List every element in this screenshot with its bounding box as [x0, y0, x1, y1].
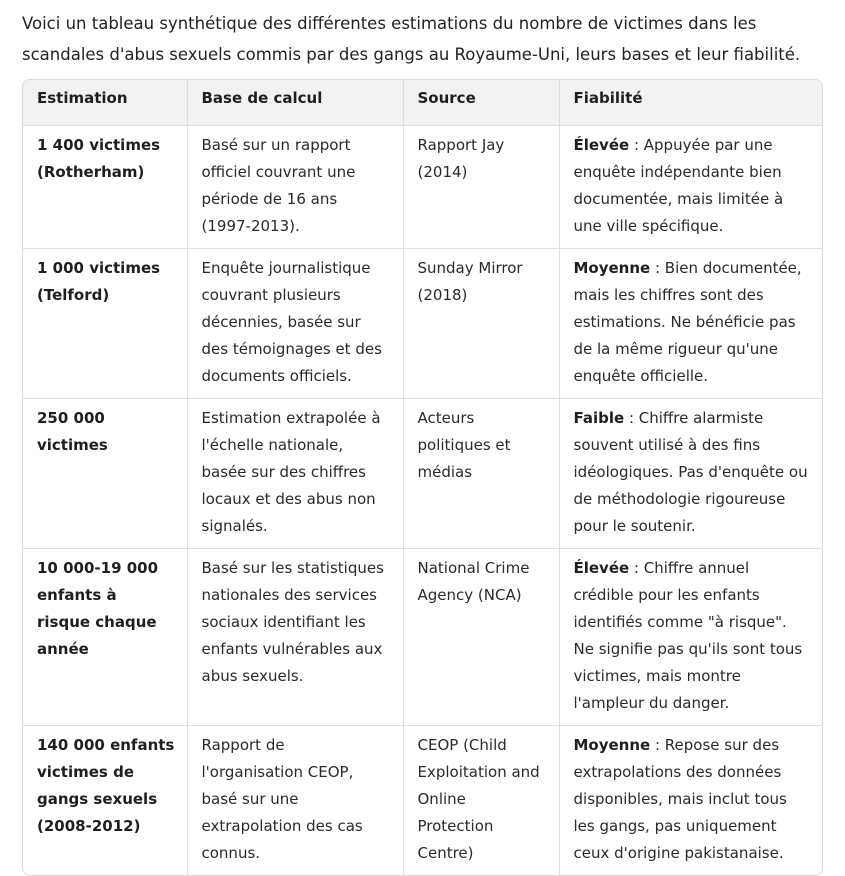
estimates-table	[23, 80, 822, 875]
cell-reliability	[559, 399, 822, 549]
reliability-text: : Appuyée par une enquête indépendante bien documentée, mais limitée à une ville spécifique.	[573, 136, 784, 235]
cell-estimation: 10 000-19 000 enfants à risque chaque année	[23, 549, 187, 726]
cell-reliability	[559, 249, 822, 399]
table-row	[23, 249, 822, 399]
table-row	[23, 549, 822, 726]
table-row	[23, 126, 822, 249]
cell-source: CEOP (Child Exploitation and Online Protection Centre)	[403, 726, 559, 876]
header-reliability: Fiabilité	[559, 80, 822, 126]
cell-base: Rapport de l'organisation CEOP, basé sur une extrapolation des cas connus.	[187, 726, 403, 876]
cell-source: Sunday Mirror (2018)	[403, 249, 559, 399]
table-body	[23, 126, 822, 876]
cell-estimation: 1 000 victimes (Telford)	[23, 249, 187, 399]
header-base: Base de calcul	[187, 80, 403, 126]
intro-paragraph: Voici un tableau synthétique des différentes estimations du nombre de victimes dans les scandales d'abus sexuels commis par des gangs au Royaume-Uni, leurs bases et leur fiabilité.	[22, 14, 801, 64]
table-row	[23, 399, 822, 549]
reliability-level: Moyenne	[573, 736, 651, 754]
reliability-level: Moyenne	[573, 259, 651, 277]
reliability-text: : Chiffre alarmiste souvent utilisé à des fins idéologiques. Pas d'enquête ou de méthodologie rigoureuse pour le soutenir.	[573, 409, 808, 535]
reliability-level: Élevée	[573, 136, 630, 154]
cell-estimation: 250 000 victimes	[23, 399, 187, 549]
reliability-text: : Bien documentée, mais les chiffres sont des estimations. Ne bénéficie pas de la même rigueur qu'une enquête officielle.	[573, 259, 802, 385]
cell-source: Rapport Jay (2014)	[403, 126, 559, 249]
reliability-level: Faible	[573, 409, 625, 427]
reliability-text: : Repose sur des extrapolations des données disponibles, mais inclut tous les gangs, pas uniquement ceux d'origine pakistanaise.	[573, 736, 787, 862]
cell-reliability	[559, 126, 822, 249]
header-estimation: Estimation	[23, 80, 187, 126]
cell-base: Estimation extrapolée à l'échelle nationale, basée sur des chiffres locaux et des abus non signalés.	[187, 399, 403, 549]
cell-base: Basé sur un rapport officiel couvrant une période de 16 ans (1997-2013).	[187, 126, 403, 249]
cell-estimation: 1 400 victimes (Rotherham)	[23, 126, 187, 249]
table-header	[23, 80, 822, 126]
cell-source: Acteurs politiques et médias	[403, 399, 559, 549]
cell-source: National Crime Agency (NCA)	[403, 549, 559, 726]
table-header-row	[23, 80, 822, 126]
cell-reliability	[559, 549, 822, 726]
cell-estimation: 140 000 enfants victimes de gangs sexuels (2008-2012)	[23, 726, 187, 876]
reliability-level: Élevée	[573, 559, 630, 577]
reliability-text: : Chiffre annuel crédible pour les enfants identifiés comme "à risque". Ne signifie pas qu'ils sont tous victimes, mais montre l'ampleur du danger.	[573, 559, 803, 712]
header-source: Source	[403, 80, 559, 126]
estimates-table-container	[22, 79, 823, 876]
cell-base: Enquête journalistique couvrant plusieurs décennies, basée sur des témoignages et des documents officiels.	[187, 249, 403, 399]
cell-base: Basé sur les statistiques nationales des services sociaux identifiant les enfants vulnérables aux abus sexuels.	[187, 549, 403, 726]
